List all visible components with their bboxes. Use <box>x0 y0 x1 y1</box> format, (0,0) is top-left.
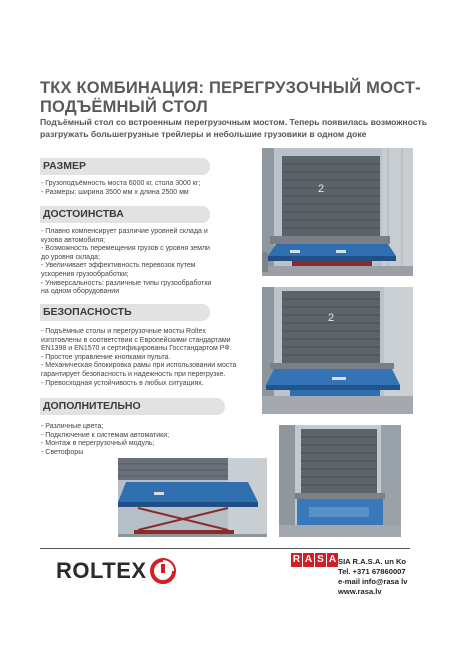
text-line: ускорения грузообработки; <box>41 270 129 278</box>
page-subtitle: Подъёмный стол со встроенным перегрузочным мостом. Теперь появилась возможность разгружать большегрузные трейлеры и небольшие грузовики в одном доке <box>40 117 428 139</box>
section-heading-safety <box>40 304 210 321</box>
text-line: - Превосходная устойчивость в любых ситуациях. <box>41 379 204 387</box>
text-line: - Различные цвета; <box>41 423 104 430</box>
section-heading-advantages <box>40 206 210 223</box>
brand-name: ROLTEX <box>56 558 147 583</box>
text-line: - Подключение к системам автоматики; <box>41 431 170 439</box>
text-line: - Возможность перемещения грузов с уровня земли <box>41 245 210 253</box>
phone: Tel. +371 67860007 <box>338 567 406 576</box>
section-heading-text: ДОПОЛНИТЕЛЬНО <box>43 400 141 412</box>
dock-photo-1 <box>262 148 413 276</box>
text-line: - Механическая блокировка рамы при использовании моста <box>41 362 237 370</box>
contact-block <box>338 557 407 597</box>
email: e-mail info@rasa lv <box>338 577 408 586</box>
page-title: ТКХ КОМБИНАЦИЯ: ПЕРЕГРУЗОЧНЫЙ МОСТ-ПОДЪЁМНЫЙ СТОЛ <box>40 79 421 116</box>
section-body-size <box>41 180 246 197</box>
text-line: - Монтаж в перегрузочный модуль; <box>41 440 155 448</box>
text-line: - Универсальность: различные типы грузообработки <box>41 279 212 287</box>
rasa-letter: A <box>328 554 337 565</box>
roltex-logo <box>56 556 176 586</box>
section-body-advantages <box>41 228 246 297</box>
section-heading-text: БЕЗОПАСНОСТЬ <box>43 306 132 318</box>
text-line: до уровня склада; <box>41 253 100 261</box>
company-name: SIA R.A.S.A. un Ko <box>338 557 407 566</box>
dock-photo-2 <box>262 287 413 414</box>
text-line: - Простое управление кнопками пульта. <box>41 353 171 361</box>
section-body-safety <box>41 328 246 388</box>
dock-photo-illustration <box>118 458 267 537</box>
door-number: 2 <box>318 183 325 195</box>
dock-photo-4 <box>279 425 401 537</box>
text-line: - Грузоподъёмность моста 6000 кг, стола 3000 кг; <box>41 180 201 187</box>
section-heading-size <box>40 158 210 175</box>
dock-photo-illustration <box>279 425 401 537</box>
text-line: кузова автомобиля; <box>41 236 106 244</box>
text-line: - Размеры: ширина 3500 мм х длина 2500 мм <box>41 188 189 196</box>
dock-photo-illustration <box>262 148 413 276</box>
roltex-logo-icon <box>150 558 176 584</box>
text-line: - Увеличивает эффективность перевозок путем <box>41 262 196 270</box>
text-line: - Светофоры <box>41 448 84 456</box>
rasa-letter: R <box>292 554 301 565</box>
rasa-letter: S <box>315 553 326 567</box>
section-heading-additional <box>40 398 225 415</box>
website: www.rasa.lv <box>338 587 382 596</box>
text-line: гарантирует безопасность и надежность при перегрузке. <box>41 370 226 378</box>
section-body-additional <box>41 423 246 457</box>
footer-divider <box>40 548 410 549</box>
text-line: - Плавно компенсирует различие уровней склада и <box>41 228 208 235</box>
text-line: изготовлены в соответствии с Европейскими стандартами <box>41 336 231 344</box>
door-number: 2 <box>328 312 335 324</box>
dock-photo-3 <box>118 458 267 537</box>
section-heading-text: ДОСТОИНСТВА <box>43 208 124 220</box>
text-line: EN1398 и EN1570 и сертифицированы Госстандартом РФ. <box>41 345 232 353</box>
rasa-logo <box>291 553 339 567</box>
dock-photo-illustration <box>262 287 413 414</box>
section-heading-text: РАЗМЕР <box>43 160 86 172</box>
rasa-letter: A <box>304 554 313 565</box>
text-line: на одном оборудовании <box>41 288 120 296</box>
text-line: - Подъёмные столы и перегрузочные мосты Roltex <box>41 328 206 335</box>
